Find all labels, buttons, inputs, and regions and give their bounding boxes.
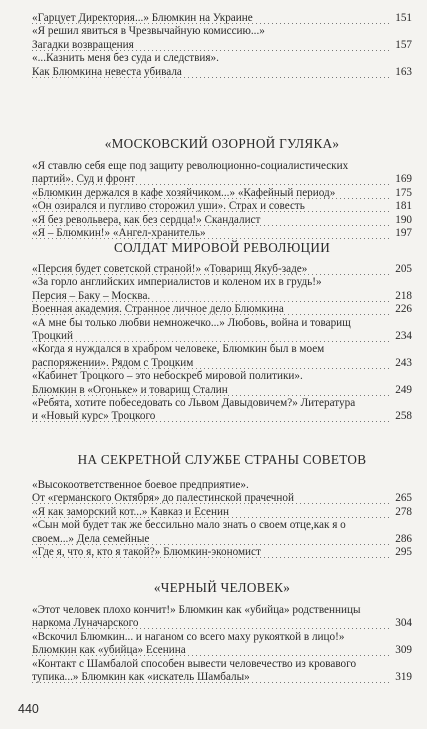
toc-entry-page: 295 — [395, 546, 412, 559]
toc-entry — [32, 276, 412, 289]
toc-block-5 — [32, 604, 412, 684]
toc-entry-text: Военная академия. Странное личное дело Блюмкина — [32, 303, 389, 316]
toc-entry-text: «Я как заморский кот...» Кавказ и Есенин — [32, 506, 389, 519]
toc-entry-text: «...Казнить меня без суда и следствия». — [32, 52, 219, 65]
toc-entry — [32, 658, 412, 671]
toc-entry — [32, 330, 412, 343]
toc-entry — [32, 173, 412, 186]
section-title-secret-service: НА СЕКРЕТНОЙ СЛУЖБЕ СТРАНЫ СОВЕТОВ — [77, 452, 367, 467]
toc-entry — [32, 25, 412, 38]
toc-entry-page: 278 — [395, 505, 412, 518]
toc-entry-text: «Сын мой будет так же бессильно мало знать о своем отце,как я о — [32, 519, 346, 532]
toc-entry — [32, 604, 412, 617]
toc-entry — [32, 671, 412, 684]
toc-entry — [32, 519, 412, 532]
toc-entry-text: Загадки возвращения — [32, 39, 389, 52]
toc-entry-text: «Высокоответственное боевое предприятие». — [32, 479, 249, 491]
toc-entry — [32, 263, 412, 276]
toc-entry-text: «Вскочил Блюмкин... и наганом со всего маху рукояткой в лицо!» — [32, 630, 345, 643]
toc-entry-text: «Когда я нуждался в храбром человеке, Блюмкин был в моем — [32, 343, 325, 356]
toc-entry-text: Троцкий — [32, 330, 389, 343]
toc-entry — [32, 187, 412, 200]
toc-entry-page: 309 — [395, 644, 412, 657]
toc-entry-page: 218 — [395, 289, 412, 302]
toc-entry-page: 169 — [395, 173, 412, 186]
toc-entry-page: 181 — [395, 200, 412, 213]
toc-block-3 — [32, 263, 412, 424]
toc-entry-text: «Я без револьвера, как без сердца!» Скандалист — [32, 214, 389, 227]
toc-entry-text: своем...» Дела семейные — [32, 533, 389, 546]
toc-entry — [32, 200, 412, 213]
toc-entry — [32, 370, 412, 383]
toc-entry — [32, 397, 412, 410]
toc-entry — [32, 357, 412, 370]
toc-entry — [32, 479, 412, 492]
toc-entry-text: партий». Суд и фронт — [32, 173, 389, 186]
toc-entry-text: «Ребята, хотите побеседовать со Львом Давыдовичем?» Литература — [32, 397, 356, 410]
toc-entry — [32, 343, 412, 356]
toc-entry-text: и «Новый курс» Троцкого — [32, 410, 389, 423]
toc-entry-page: 205 — [395, 263, 412, 275]
toc-entry-text: «Я решил явиться в Чрезвычайную комиссию...» — [32, 25, 265, 38]
toc-entry — [32, 631, 412, 644]
toc-entry — [32, 617, 412, 630]
toc-entry-text: «Я – Блюмкин!» «Ангел-хранитель» — [32, 227, 389, 240]
toc-entry-page: 151 — [395, 12, 412, 24]
toc-entry — [32, 533, 412, 546]
toc-entry — [32, 506, 412, 519]
toc-entry-text: «Контакт с Шамбалой способен вывести человечество из кровавого — [32, 657, 357, 670]
toc-entry — [32, 39, 412, 52]
toc-entry — [32, 160, 412, 173]
toc-block-4 — [32, 479, 412, 559]
toc-entry — [32, 546, 412, 559]
toc-entry-text: «Где я, что я, кто я такой?» Блюмкин-экономист — [32, 546, 389, 559]
toc-entry-text: «Персия будет советской страной!» «Товарищ Якуб-заде» — [32, 263, 389, 276]
toc-entry-page: 304 — [395, 617, 412, 630]
toc-entry-text: «Этот человек плохо кончит!» Блюмкин как «убийца» родственницы — [32, 604, 361, 616]
toc-entry — [32, 66, 412, 79]
toc-entry-page: 163 — [395, 65, 412, 78]
section-title-world-revolution: СОЛДАТ МИРОВОЙ РЕВОЛЮЦИИ — [113, 240, 331, 255]
toc-entry-page: 190 — [395, 213, 412, 226]
toc-entry-text: Персия – Баку – Москва. — [32, 290, 389, 303]
toc-entry-text: «А мне бы только любви немножечко...» Любовь, война и товарищ — [32, 316, 351, 329]
toc-entry-text: «За горло английских империалистов и коленом их в грудь!» — [32, 276, 322, 289]
toc-block-1 — [32, 12, 412, 79]
toc-entry-page: 157 — [395, 38, 412, 51]
toc-entry-text: тупика...» Блюмкин как «искатель Шамбалы» — [32, 671, 389, 684]
toc-entry — [32, 52, 412, 65]
toc-entry — [32, 492, 412, 505]
section-title-black-man: «ЧЕРНЫЙ ЧЕЛОВЕК» — [153, 580, 291, 595]
toc-entry-text: «Гарцует Директория...» Блюмкин на Украине — [32, 12, 389, 25]
toc-entry-text: Как Блюмкина невеста убивала — [32, 66, 389, 79]
toc-entry — [32, 227, 412, 240]
toc-entry-text: Блюмкин в «Огоньке» и товарищ Сталин — [32, 384, 389, 397]
toc-entry-page: 258 — [395, 410, 412, 423]
toc-block-2 — [32, 160, 412, 240]
toc-entry-page: 226 — [395, 303, 412, 316]
toc-entry — [32, 410, 412, 423]
toc-entry-text: «Он озирался и пугливо сторожил уши». Страх и совесть — [32, 200, 389, 213]
toc-entry-page: 197 — [395, 227, 412, 240]
section-title-moscow: «МОСКОВСКИЙ ОЗОРНОЙ ГУЛЯКА» — [104, 136, 340, 151]
toc-entry-page: 175 — [395, 186, 412, 199]
toc-entry-page: 243 — [395, 356, 412, 369]
toc-entry-page: 265 — [395, 492, 412, 505]
page-number: 440 — [18, 702, 39, 716]
toc-entry-page: 286 — [395, 532, 412, 545]
toc-entry-text: наркома Луначарского — [32, 617, 389, 630]
toc-entry-page: 234 — [395, 330, 412, 343]
toc-entry — [32, 317, 412, 330]
toc-entry-page: 249 — [395, 383, 412, 396]
toc-entry — [32, 290, 412, 303]
toc-entry — [32, 214, 412, 227]
toc-entry — [32, 12, 412, 25]
toc-entry-text: От «германского Октября» до палестинской прачечной — [32, 492, 389, 505]
toc-entry-page: 319 — [395, 671, 412, 684]
toc-entry-text: «Я ставлю себя еще под защиту революционно-социалистических — [32, 160, 349, 172]
toc-entry — [32, 644, 412, 657]
toc-entry-text: Блюмкин как «убийца» Есенина — [32, 644, 389, 657]
toc-entry — [32, 384, 412, 397]
toc-entry-text: распоряжении». Рядом с Троцким — [32, 357, 389, 370]
toc-entry-text: «Кабинет Троцкого – это небоскреб мировой политики». — [32, 370, 303, 383]
toc-entry-text: «Блюмкин держался в кафе хозяйчиком...» «Кафейный период» — [32, 187, 389, 200]
toc-entry — [32, 303, 412, 316]
